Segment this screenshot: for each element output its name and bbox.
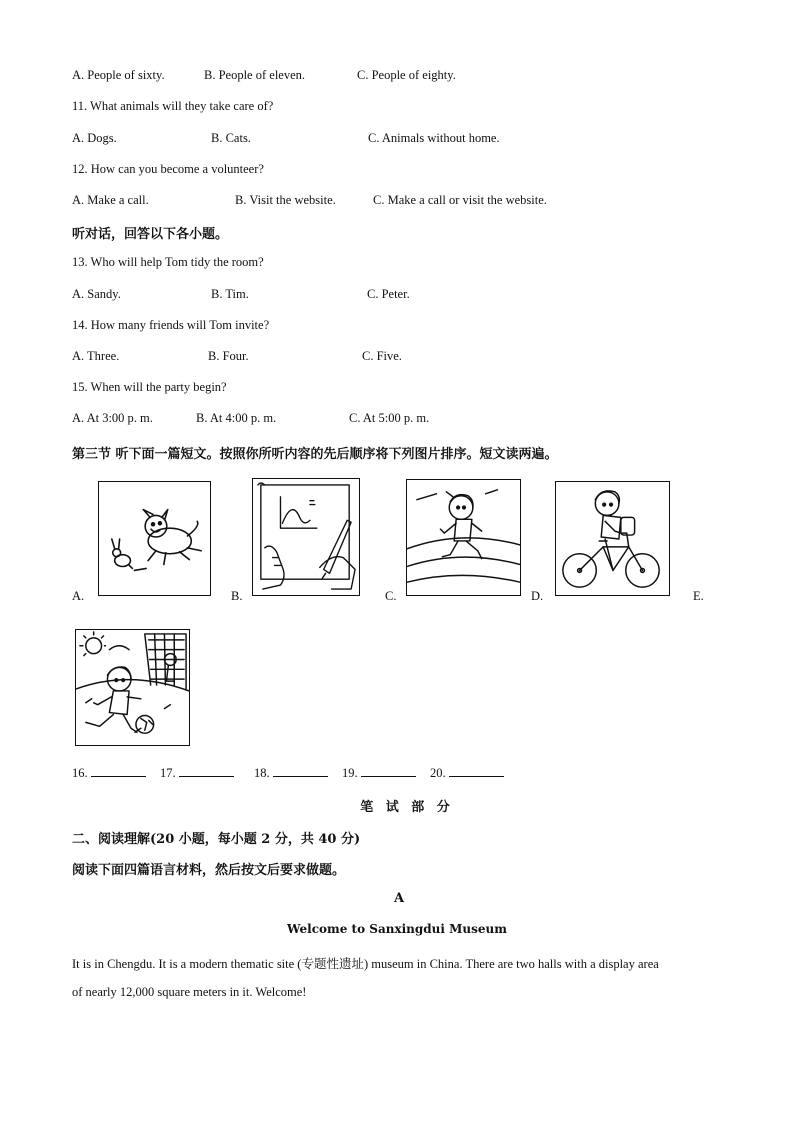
written-section-heading: 笔 试 部 分 [360, 800, 454, 815]
blank-line [449, 765, 504, 777]
picture-c-running-track [406, 479, 521, 596]
q14-option-a: A. Three. [72, 349, 120, 363]
running-boy-illustration [407, 480, 520, 595]
picture-label-c: C. [385, 589, 397, 603]
q15-option-b: B. At 4:00 p. m. [196, 411, 277, 425]
blank-number: 18. [254, 766, 270, 780]
dog-rabbit-illustration [99, 482, 210, 595]
q10-option-a: A. People of sixty. [72, 68, 165, 82]
q14-option-c: C. Five. [362, 349, 402, 363]
answer-blank-17[interactable] [160, 765, 234, 781]
picture-label-a: A. [72, 589, 85, 603]
blank-number: 20. [430, 766, 446, 780]
blank-number: 17. [160, 766, 176, 780]
blank-line [273, 765, 328, 777]
q13-question: 13. Who will help Tom tidy the room? [72, 255, 264, 269]
reading-heading: 二、阅读理解(20 小题，每小题 2 分，共 40 分) [72, 832, 361, 847]
answer-blank-20[interactable] [430, 765, 504, 781]
q11-question: 11. What animals will they take care of? [72, 99, 274, 113]
reading-instruction: 阅读下面四篇语言材料，然后按文后要求做题。 [72, 863, 346, 878]
picture-label-e: E. [693, 589, 704, 603]
passage-line-2: of nearly 12,000 square meters in it. Welcome! [72, 985, 307, 999]
answer-blank-18[interactable] [254, 765, 328, 781]
picture-d-riding-bike [555, 481, 670, 596]
q12-question: 12. How can you become a volunteer? [72, 162, 264, 176]
q11-option-b: B. Cats. [211, 131, 251, 145]
answer-blank-16[interactable] [72, 765, 146, 781]
blank-line [91, 765, 146, 777]
passage-line-1: It is in Chengdu. It is a modern thematic site (专题性遗址) museum in China. There are two halls with a display area [72, 957, 659, 971]
q11-option-a: A. Dogs. [72, 131, 117, 145]
picture-e-playing-football [75, 629, 190, 746]
q15-option-c: C. At 5:00 p. m. [349, 411, 430, 425]
q12-option-b: B. Visit the website. [235, 193, 336, 207]
blank-number: 19. [342, 766, 358, 780]
q14-option-b: B. Four. [208, 349, 249, 363]
dialogue-instruction: 听对话，回答以下各小题。 [72, 227, 229, 242]
q12-option-c: C. Make a call or visit the website. [373, 193, 547, 207]
passage-letter: A [393, 891, 405, 906]
football-boy-illustration [76, 630, 189, 745]
blank-line [361, 765, 416, 777]
section3-heading: 第三节 听下面一篇短文。按照你所听内容的先后顺序将下列图片排序。短文读两遍。 [72, 447, 558, 462]
blank-line [179, 765, 234, 777]
writing-illustration [253, 479, 359, 595]
picture-a-dog-chasing-rabbit [98, 481, 211, 596]
q12-option-a: A. Make a call. [72, 193, 149, 207]
picture-label-d: D. [531, 589, 544, 603]
q15-option-a: A. At 3:00 p. m. [72, 411, 153, 425]
q13-option-a: A. Sandy. [72, 287, 121, 301]
answer-blank-19[interactable] [342, 765, 416, 781]
blank-number: 16. [72, 766, 88, 780]
picture-b-writing-homework [252, 478, 360, 596]
q13-option-c: C. Peter. [367, 287, 410, 301]
q11-option-c: C. Animals without home. [368, 131, 500, 145]
q15-question: 15. When will the party begin? [72, 380, 227, 394]
q13-option-b: B. Tim. [211, 287, 249, 301]
picture-label-b: B. [231, 589, 243, 603]
q10-option-b: B. People of eleven. [204, 68, 306, 82]
q10-option-c: C. People of eighty. [357, 68, 456, 82]
passage-title: Welcome to Sanxingdui Museum [287, 922, 507, 936]
q14-question: 14. How many friends will Tom invite? [72, 318, 270, 332]
bike-boy-illustration [556, 482, 669, 595]
